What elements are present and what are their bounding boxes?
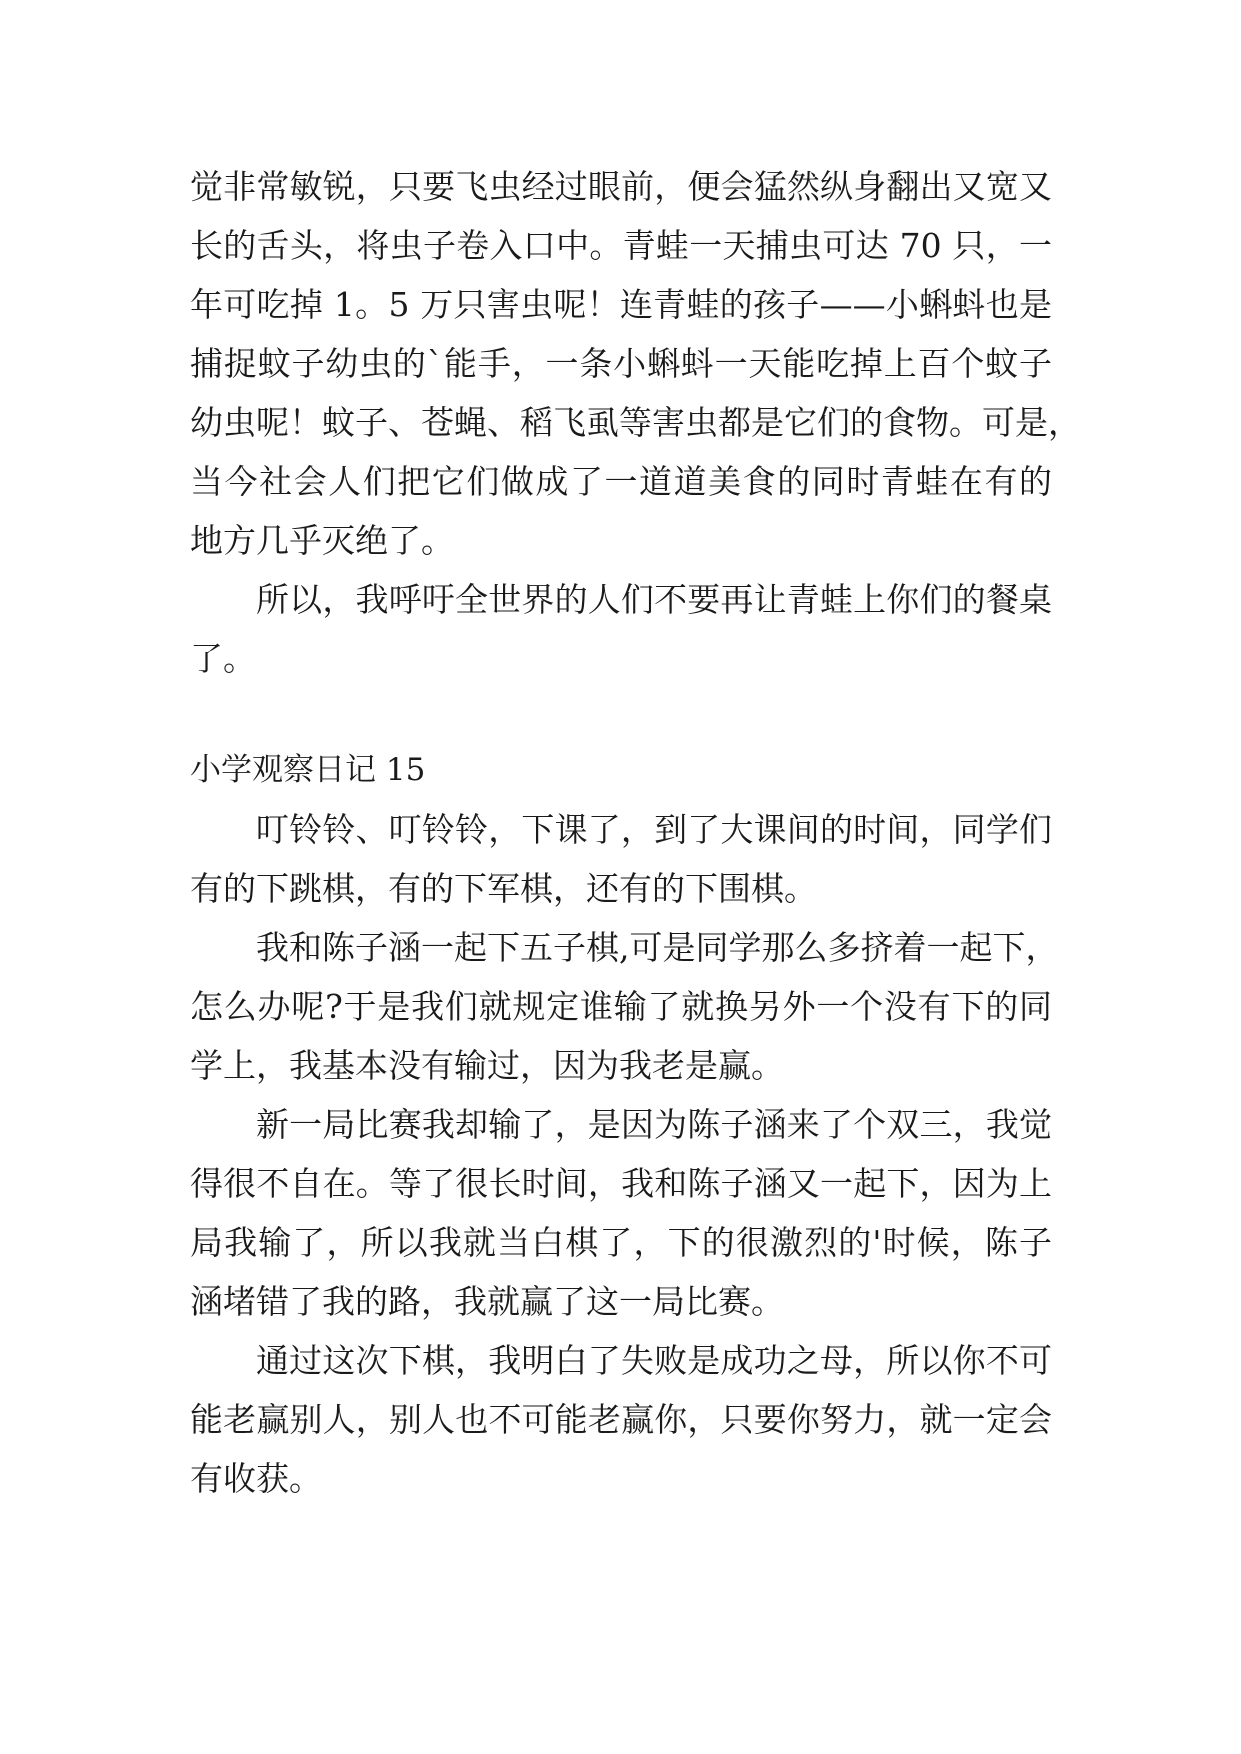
text-line: 新一局比赛我却输了，是因为陈子涵来了个双三，我觉	[256, 1105, 1052, 1144]
text-line: 幼虫呢！蚊子、苍蝇、稻飞虱等害虫都是它们的食物。可是，	[190, 403, 1081, 442]
text-line: 有收获。	[190, 1459, 322, 1498]
text-line: 地方几乎灭绝了。	[190, 521, 454, 560]
text-line: 我和陈子涵一起下五子棋,可是同学那么多挤着一起下，	[256, 928, 1059, 967]
text-line: 长的舌头，将虫子卷入口中。青蛙一天捕虫可达 70 只，一	[190, 226, 1052, 265]
text-line: 能老赢别人，别人也不可能老赢你，只要你努力，就一定会	[190, 1400, 1052, 1439]
text-line: 了。	[190, 639, 256, 678]
text-line: 局我输了，所以我就当白棋了，下的很激烈的'时候，陈子	[190, 1223, 1052, 1262]
text-line: 所以，我呼吁全世界的人们不要再让青蛙上你们的餐桌	[256, 580, 1052, 619]
section-title: 小学观察日记 15	[190, 752, 426, 788]
text-line: 叮铃铃、叮铃铃，下课了，到了大课间的时间，同学们	[256, 810, 1052, 849]
text-line: 年可吃掉 1。5 万只害虫呢！连青蛙的孩子——小蝌蚪也是	[190, 285, 1052, 324]
text-line: 学上，我基本没有输过，因为我老是赢。	[190, 1046, 784, 1085]
text-line: 得很不自在。等了很长时间，我和陈子涵又一起下，因为上	[190, 1164, 1052, 1203]
text-line: 当今社会人们把它们做成了一道道美食的同时青蛙在有的	[190, 462, 1052, 501]
text-line: 捕捉蚊子幼虫的`能手，一条小蝌蚪一天能吃掉上百个蚊子	[190, 344, 1052, 383]
text-line: 觉非常敏锐，只要飞虫经过眼前，便会猛然纵身翻出又宽又	[190, 167, 1052, 206]
text-line: 有的下跳棋，有的下军棋，还有的下围棋。	[190, 869, 817, 908]
text-line: 通过这次下棋，我明白了失败是成功之母，所以你不可	[256, 1341, 1052, 1380]
text-line: 涵堵错了我的路，我就赢了这一局比赛。	[190, 1282, 784, 1321]
text-line: 怎么办呢?于是我们就规定谁输了就换另外一个没有下的同	[190, 987, 1052, 1026]
